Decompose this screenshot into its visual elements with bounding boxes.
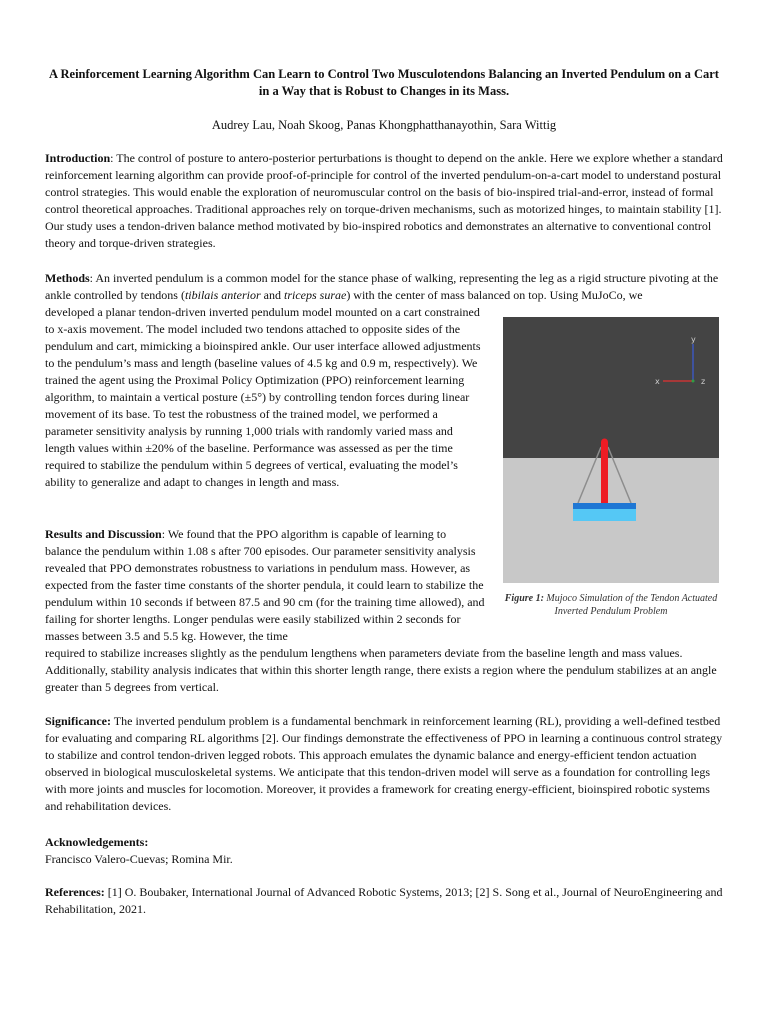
references-heading: References:	[45, 885, 105, 899]
figure-caption	[490, 592, 732, 618]
significance-heading: Significance:	[45, 714, 111, 728]
simulation-background	[503, 317, 719, 458]
title-line-2: in a Way that is Robust to Changes in its Mass.	[258, 84, 510, 98]
methods-paragraph-top	[45, 270, 725, 304]
caption-text: Mujoco Simulation of the Tendon Actuated Inverted Pendulum Problem	[543, 593, 718, 617]
results-paragraph-column	[45, 526, 485, 645]
caption-label: Figure 1:	[504, 593, 544, 604]
pendulum-top	[601, 439, 608, 446]
z-axis-label: z	[701, 377, 706, 386]
results-text-a: : We found that the PPO algorithm is capable of learning to balance the pendulum within 1.08 s after 700 episodes. Our parameter sensitivity analysis revealed that PPO demonstrates robustness to variations in pendulum mass. However, as expected from the faster time constants of the shorter pendula, it could learn to stabilize the pendulum within 10 seconds if between 87.5 and 90 cm (for the training time allowed), and failing for shorter lengths. Longer pendulas were easily stabilized within 2 seconds for masses between 3.5 and 5.5 kg. However, the time	[45, 527, 485, 643]
methods-text-c: developed a planar tendon-driven inverted pendulum model mounted on a cart constrained to x-axis movement. The model included two tendons attached to opposite sides of the pendulum and cart, mimicking a bioinspired ankle. Our user interface allowed adjustments to the pendulum’s mass and length (baseline values of 4.5 kg and 0.9 m, respectively). We trained the agent using the Proximal Policy Optimization (PPO) reinforcement learning algorithm, to maintain a vertical posture (±5°) by controlling tendon forces during linear movement of its base. To test the robustness of the trained model, we performed a parameter sensitivity analysis by running 1,000 trials with randomly varied mass and length values within ±20% of the baseline. Performance was assessed as per the time required to stabilize the pendulum within 5 degrees of vertical, evaluating the model’s ability to generalize and adapt to changes in length and mass.	[45, 305, 481, 489]
z-axis-dot	[692, 380, 695, 383]
introduction-text: : The control of posture to antero-posterior perturbations is thought to depend on the ankle. Here we explore whether a standard reinforcement learning algorithm can provide proof-of-principle for control of the inverted pendulum-on-a-cart model to understand postural control strategies. This would enable the exploration of neuromuscular control on the basis of bio-inspired trial-and-error, instead of formal control theoretical approaches. Traditional approaches rely on torque-driven mechanisms, such as motorized hinges, to maintain stability [1]. Our study uses a tendon-driven balance method motivated by bio-inspired robotics and demonstrates an alternative to conventional control theory and torque-driven strategies.	[45, 151, 723, 250]
references-text: [1] O. Boubaker, International Journal of Advanced Robotic Systems, 2013; [2] S. Song et al., Journal of NeuroEngineering and Rehabilitation, 2021.	[45, 885, 723, 916]
pendulum-pole	[601, 442, 608, 506]
figure-1-simulation	[503, 317, 719, 583]
methods-text-a: : An inverted pendulum is a common model for the stance phase of walking, representing the leg as a rigid structure pivoting at the ankle controlled by tendons (	[45, 271, 719, 302]
results-text-b: required to stabilize increases slightly as the pendulum lengthens when parameters deviate from the baseline length and mass values. Additionally, stability analysis indicates that within this shorter length range, there exists a region where the pendulum stabilizes at an angle greater than 5 degrees from vertical.	[45, 646, 717, 694]
title-line-1: A Reinforcement Learning Algorithm Can Learn to Control Two Musculotendons Balancing an Inverted Pendulum on a Cart	[49, 67, 719, 81]
acknowledgements-heading: Acknowledgements:	[45, 835, 149, 849]
acknowledgements-text: Francisco Valero-Cuevas; Romina Mir.	[45, 852, 233, 866]
results-heading: Results and Discussion	[45, 527, 162, 541]
introduction-heading: Introduction	[45, 151, 111, 165]
introduction-paragraph	[45, 150, 723, 252]
acknowledgements-paragraph	[45, 834, 725, 868]
results-paragraph-bottom	[45, 645, 725, 696]
significance-text: The inverted pendulum problem is a fundamental benchmark in reinforcement learning (RL), providing a well-defined testbed for evaluating and comparing RL algorithms [2]. Our findings demonstrate the effectiveness of PPO in learning a continuous control strategy to stabilize and control tendon-driven legged robots. This approach emulates the dynamic balance and energy-efficient tendon actuation observed in biological musculoskeletal systems. We anticipate that this tendon-driven model will serve as a foundation for controlling legs with more joints and muscles for locomotion. Moreover, it provides a framework for creating energy-efficient, bioinspired robotic systems and rehabilitation devices.	[45, 714, 723, 813]
simulation-render	[503, 317, 719, 583]
author-list: Audrey Lau, Noah Skoog, Panas Khongphatthanayothin, Sara Wittig	[211, 118, 557, 132]
triceps-term: triceps surae	[283, 288, 347, 302]
cart-base	[573, 509, 636, 521]
methods-paragraph-column	[45, 304, 485, 491]
x-axis-label: x	[655, 377, 660, 386]
references-paragraph	[45, 884, 725, 918]
methods-heading: Methods	[45, 271, 90, 285]
tibialis-term: tibilais anterior	[184, 288, 261, 302]
paper-title	[40, 66, 728, 100]
significance-paragraph	[45, 713, 725, 815]
methods-and: and	[260, 288, 284, 302]
y-axis-label: y	[691, 335, 696, 344]
methods-text-b: ) with the center of mass balanced on top. Using MuJoCo, we	[346, 288, 643, 302]
cart-top	[573, 503, 636, 509]
